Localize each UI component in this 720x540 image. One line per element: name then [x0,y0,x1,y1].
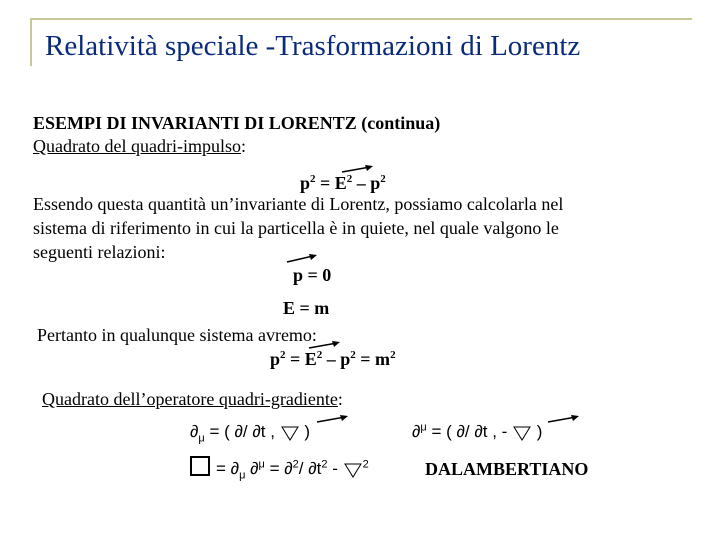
nabla-icon [512,424,532,442]
box-nabla-exp: 2 [362,458,369,471]
vector-arrow-icon [285,252,321,266]
subheading-colon: : [240,136,246,156]
box-sup: μ [258,458,265,471]
box-d-exp: 2 [321,458,328,471]
section2-colon: : [337,389,343,409]
eq2-lhs-exp: 2 [280,349,286,361]
frame-horizontal-line [30,18,692,20]
subheading-text: Quadrato del quadri-impulso [33,136,241,156]
paragraph-line-2: sistema di riferimento in cui la particella è in quiete, nel quale valgono le [33,218,559,238]
eq2-minus-exp: 2 [350,349,356,361]
rel1-rest: = 0 [303,265,332,285]
section2-heading [42,388,343,410]
grad-lower-close: ) [304,422,311,441]
box-c-exp: 2 [292,458,299,471]
grad-lower-sub: μ [198,432,205,445]
rel1-var: p [293,265,304,285]
gradient-contravariant [412,422,542,442]
vector-arrow-icon [315,414,351,426]
box-text-e: - [327,459,338,478]
section2-heading-text: Quadrato dell’operatore quadri-gradiente [42,389,338,409]
eq1-minus: – p [352,173,381,193]
eq2-mid-exp: 2 [316,349,323,361]
nabla-icon [280,424,300,442]
nabla-icon [343,461,363,479]
grad-upper-close: ) [536,422,543,441]
dalembertian-box-icon [190,456,210,476]
dalembertian-equation [190,456,369,481]
paragraph-line-1: Essendo questa quantità un’invariante di Lorentz, possiamo calcolarla nel [33,194,564,214]
box-text-b: ∂ [245,459,259,478]
eq1-rhs-exp: 2 [380,173,386,185]
box-sub: μ [239,469,246,482]
eq1-lhs: p [300,173,311,193]
eq2-mid: = E [285,349,317,369]
box-text-d: / ∂t [298,459,322,478]
grad-lower-lhs: ∂ [190,422,199,441]
vector-arrow-icon [546,414,582,426]
eq1-lhs-exp: 2 [310,173,316,185]
section-subheading [33,135,246,157]
relation-momentum-zero [293,264,331,286]
grad-lower-rest: = ( ∂/ ∂t , [204,422,275,441]
eq1-mid: = E [315,173,347,193]
slide-title: Relatività speciale -Trasformazioni di Lorentz [45,30,581,62]
eq2-lhs: p [270,349,281,369]
grad-upper-rest: = ( ∂/ ∂t , - [426,422,508,441]
frame-vertical-line [30,18,32,66]
eq2-rhs-exp: 2 [390,349,396,361]
vector-arrow-icon [340,164,376,176]
box-text-c: = ∂ [264,459,293,478]
eq2-minus: – p [322,349,351,369]
vector-arrow-icon [307,340,343,352]
grad-upper-lhs: ∂ [412,422,421,441]
conclusion-text: Pertanto in qualunque sistema avremo: [37,325,317,345]
grad-upper-sup: μ [420,421,427,434]
eq1-mid-exp: 2 [346,173,353,185]
section-heading: ESEMPI DI INVARIANTI DI LORENTZ (continua) [33,113,441,133]
paragraph-line-3: seguenti relazioni: [33,242,166,262]
relation-energy-mass: E = m [283,298,330,318]
eq2-rhs: = m [355,349,391,369]
box-text-a: = ∂ [216,459,240,478]
gradient-covariant [190,422,310,444]
dalembertian-label: DALAMBERTIANO [425,459,589,479]
